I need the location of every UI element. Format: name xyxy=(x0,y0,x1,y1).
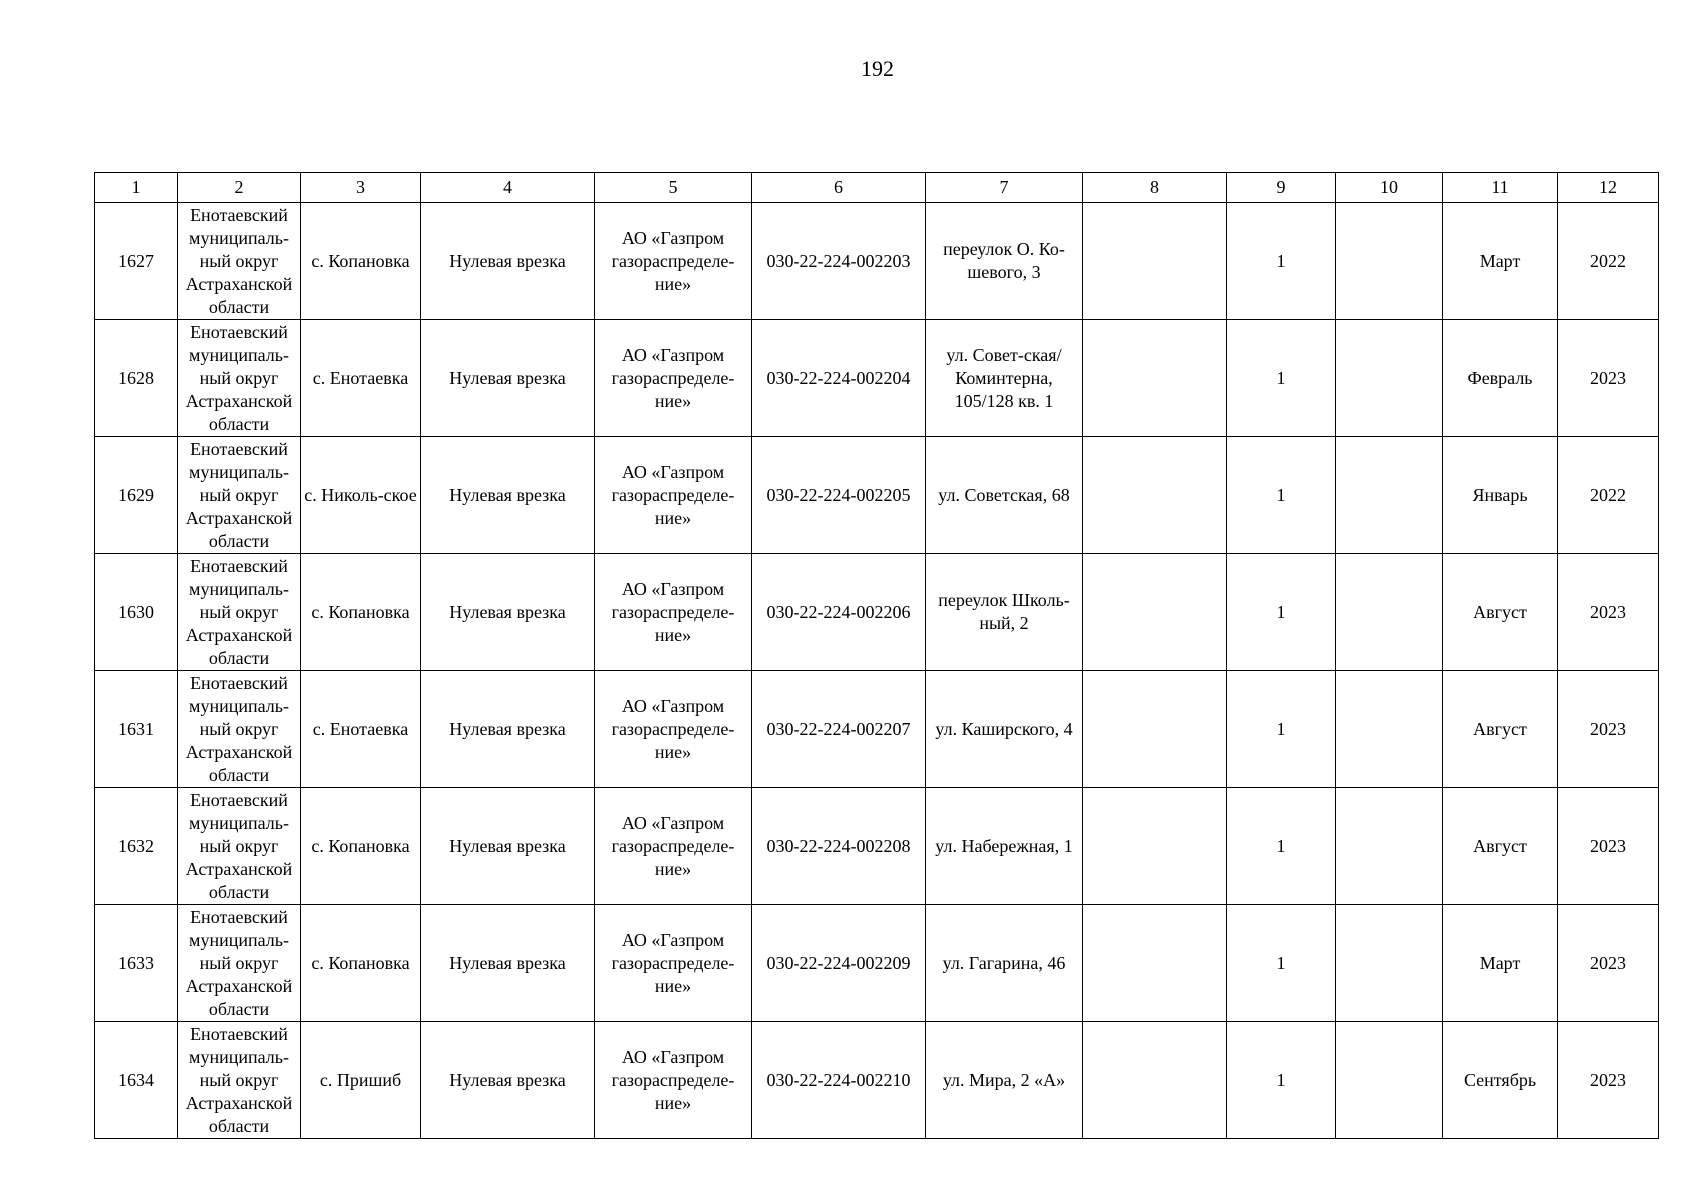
month-cell: Февраль xyxy=(1443,320,1558,437)
column-10-cell xyxy=(1336,437,1443,554)
year-cell: 2023 xyxy=(1558,671,1659,788)
row-number-cell: 1633 xyxy=(95,905,178,1022)
connection-type-cell: Нулевая врезка xyxy=(421,671,595,788)
column-header: 11 xyxy=(1443,173,1558,203)
table-row xyxy=(95,905,1659,1022)
table-row xyxy=(95,203,1659,320)
settlement-cell: с. Енотаевка xyxy=(301,671,421,788)
settlement-cell: с. Енотаевка xyxy=(301,320,421,437)
column-header: 8 xyxy=(1083,173,1227,203)
column-header: 7 xyxy=(926,173,1083,203)
column-header: 10 xyxy=(1336,173,1443,203)
month-cell: Январь xyxy=(1443,437,1558,554)
object-code-cell: 030-22-224-002209 xyxy=(752,905,926,1022)
district-cell: Енотаевский муниципаль-ный округ Астраханской области xyxy=(178,1022,301,1139)
object-code-cell: 030-22-224-002204 xyxy=(752,320,926,437)
district-cell: Енотаевский муниципаль-ный округ Астраханской области xyxy=(178,320,301,437)
address-cell: ул. Мира, 2 «А» xyxy=(926,1022,1083,1139)
connection-type-cell: Нулевая врезка xyxy=(421,1022,595,1139)
address-cell: ул. Совет-ская/Коминтерна, 105/128 кв. 1 xyxy=(926,320,1083,437)
connection-type-cell: Нулевая врезка xyxy=(421,788,595,905)
organization-cell: АО «Газпром газораспределе-ние» xyxy=(595,1022,752,1139)
month-cell: Август xyxy=(1443,788,1558,905)
settlement-cell: с. Пришиб xyxy=(301,1022,421,1139)
row-number-cell: 1629 xyxy=(95,437,178,554)
district-cell: Енотаевский муниципаль-ный округ Астраханской области xyxy=(178,905,301,1022)
year-cell: 2023 xyxy=(1558,788,1659,905)
month-cell: Август xyxy=(1443,554,1558,671)
column-header: 3 xyxy=(301,173,421,203)
address-cell: переулок Школь-ный, 2 xyxy=(926,554,1083,671)
column-10-cell xyxy=(1336,1022,1443,1139)
column-8-cell xyxy=(1083,788,1227,905)
column-10-cell xyxy=(1336,320,1443,437)
year-cell: 2023 xyxy=(1558,320,1659,437)
object-code-cell: 030-22-224-002208 xyxy=(752,788,926,905)
data-table xyxy=(94,172,1659,1139)
table-row xyxy=(95,437,1659,554)
column-10-cell xyxy=(1336,788,1443,905)
table-row xyxy=(95,671,1659,788)
column-8-cell xyxy=(1083,203,1227,320)
address-cell: ул. Набережная, 1 xyxy=(926,788,1083,905)
organization-cell: АО «Газпром газораспределе-ние» xyxy=(595,203,752,320)
table-header-row xyxy=(95,173,1659,203)
month-cell: Сентябрь xyxy=(1443,1022,1558,1139)
quantity-cell: 1 xyxy=(1227,203,1336,320)
page-number: 192 xyxy=(861,56,894,81)
year-cell: 2022 xyxy=(1558,203,1659,320)
district-cell: Енотаевский муниципаль-ный округ Астраханской области xyxy=(178,437,301,554)
table-row xyxy=(95,554,1659,671)
quantity-cell: 1 xyxy=(1227,905,1336,1022)
row-number-cell: 1628 xyxy=(95,320,178,437)
district-cell: Енотаевский муниципаль-ный округ Астраханской области xyxy=(178,671,301,788)
year-cell: 2023 xyxy=(1558,554,1659,671)
connection-type-cell: Нулевая врезка xyxy=(421,905,595,1022)
connection-type-cell: Нулевая врезка xyxy=(421,437,595,554)
address-cell: ул. Каширского, 4 xyxy=(926,671,1083,788)
column-header: 2 xyxy=(178,173,301,203)
organization-cell: АО «Газпром газораспределе-ние» xyxy=(595,788,752,905)
organization-cell: АО «Газпром газораспределе-ние» xyxy=(595,437,752,554)
settlement-cell: с. Копановка xyxy=(301,203,421,320)
organization-cell: АО «Газпром газораспределе-ние» xyxy=(595,671,752,788)
row-number-cell: 1634 xyxy=(95,1022,178,1139)
district-cell: Енотаевский муниципаль-ный округ Астраханской области xyxy=(178,203,301,320)
settlement-cell: с. Николь-ское xyxy=(301,437,421,554)
column-8-cell xyxy=(1083,554,1227,671)
address-cell: переулок О. Ко-шевого, 3 xyxy=(926,203,1083,320)
connection-type-cell: Нулевая врезка xyxy=(421,554,595,671)
column-header: 4 xyxy=(421,173,595,203)
quantity-cell: 1 xyxy=(1227,437,1336,554)
settlement-cell: с. Копановка xyxy=(301,788,421,905)
quantity-cell: 1 xyxy=(1227,554,1336,671)
row-number-cell: 1632 xyxy=(95,788,178,905)
settlement-cell: с. Копановка xyxy=(301,905,421,1022)
row-number-cell: 1630 xyxy=(95,554,178,671)
connection-type-cell: Нулевая врезка xyxy=(421,203,595,320)
quantity-cell: 1 xyxy=(1227,1022,1336,1139)
district-cell: Енотаевский муниципаль-ный округ Астраханской области xyxy=(178,554,301,671)
object-code-cell: 030-22-224-002203 xyxy=(752,203,926,320)
column-10-cell xyxy=(1336,671,1443,788)
district-cell: Енотаевский муниципаль-ный округ Астраханской области xyxy=(178,788,301,905)
quantity-cell: 1 xyxy=(1227,788,1336,905)
object-code-cell: 030-22-224-002207 xyxy=(752,671,926,788)
column-8-cell xyxy=(1083,671,1227,788)
quantity-cell: 1 xyxy=(1227,671,1336,788)
column-8-cell xyxy=(1083,437,1227,554)
column-header: 6 xyxy=(752,173,926,203)
month-cell: Март xyxy=(1443,203,1558,320)
organization-cell: АО «Газпром газораспределе-ние» xyxy=(595,320,752,437)
row-number-cell: 1631 xyxy=(95,671,178,788)
address-cell: ул. Советская, 68 xyxy=(926,437,1083,554)
column-8-cell xyxy=(1083,320,1227,437)
column-8-cell xyxy=(1083,1022,1227,1139)
column-10-cell xyxy=(1336,203,1443,320)
column-header: 9 xyxy=(1227,173,1336,203)
year-cell: 2023 xyxy=(1558,905,1659,1022)
column-header: 5 xyxy=(595,173,752,203)
address-cell: ул. Гагарина, 46 xyxy=(926,905,1083,1022)
column-10-cell xyxy=(1336,554,1443,671)
table-row xyxy=(95,1022,1659,1139)
object-code-cell: 030-22-224-002205 xyxy=(752,437,926,554)
table-row xyxy=(95,788,1659,905)
year-cell: 2022 xyxy=(1558,437,1659,554)
object-code-cell: 030-22-224-002210 xyxy=(752,1022,926,1139)
organization-cell: АО «Газпром газораспределе-ние» xyxy=(595,905,752,1022)
connection-type-cell: Нулевая врезка xyxy=(421,320,595,437)
column-8-cell xyxy=(1083,905,1227,1022)
settlement-cell: с. Копановка xyxy=(301,554,421,671)
object-code-cell: 030-22-224-002206 xyxy=(752,554,926,671)
organization-cell: АО «Газпром газораспределе-ние» xyxy=(595,554,752,671)
column-header: 12 xyxy=(1558,173,1659,203)
month-cell: Март xyxy=(1443,905,1558,1022)
column-header: 1 xyxy=(95,173,178,203)
year-cell: 2023 xyxy=(1558,1022,1659,1139)
month-cell: Август xyxy=(1443,671,1558,788)
table-row xyxy=(95,320,1659,437)
column-10-cell xyxy=(1336,905,1443,1022)
quantity-cell: 1 xyxy=(1227,320,1336,437)
row-number-cell: 1627 xyxy=(95,203,178,320)
